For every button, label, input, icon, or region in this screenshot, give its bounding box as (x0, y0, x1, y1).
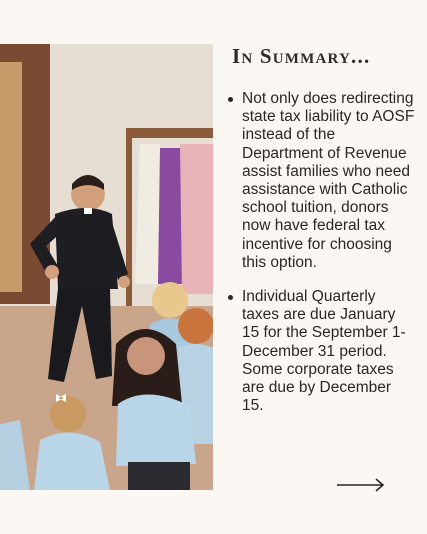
list-item-text: Not only does redirecting state tax liability to AOSF instead of the Department of Revenue assist families who need assistance with Catholic school tuition, donors now have federal tax incentive for choosing this option. (242, 90, 415, 271)
list-item-text: Individual Quarterly taxes are due January 15 for the September 1- December 31 period. Some corporate taxes are due by December 15. (242, 288, 406, 415)
arrow-right-icon[interactable] (336, 475, 386, 495)
list-item (225, 90, 415, 272)
classroom-photo (0, 44, 213, 490)
list-item (225, 288, 415, 415)
bullet-icon (228, 97, 233, 102)
bullet-icon (228, 295, 233, 300)
summary-list (225, 90, 415, 431)
page-title: In Summary... (232, 44, 371, 68)
